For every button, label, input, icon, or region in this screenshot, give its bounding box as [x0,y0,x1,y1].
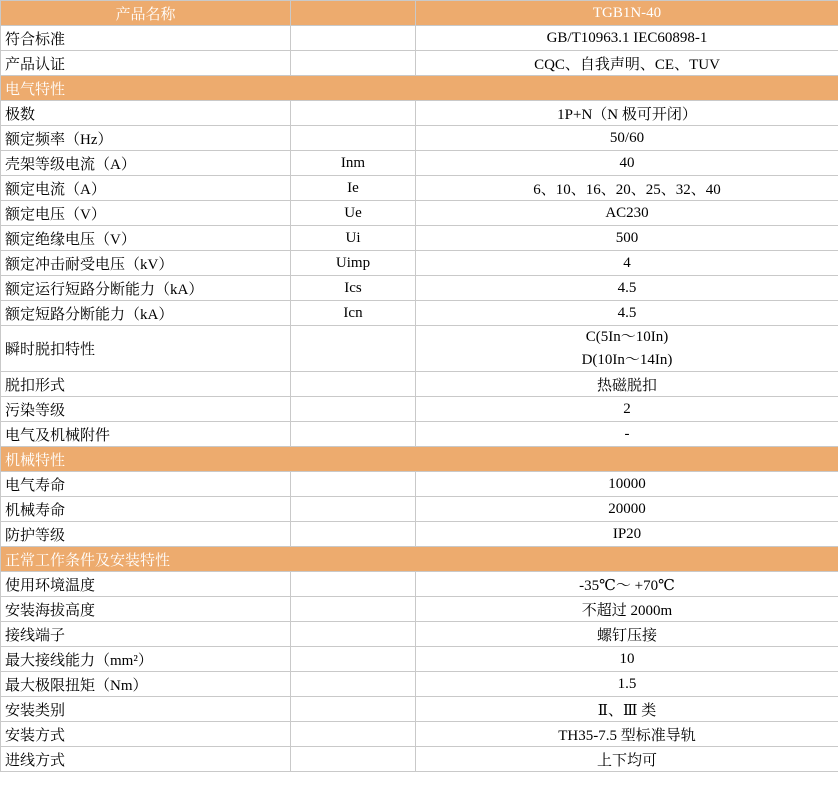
spec-symbol [291,572,416,597]
table-row [1,497,838,522]
table-row [1,522,838,547]
table-row [1,201,838,226]
spec-label: 电气寿命 [1,472,291,497]
spec-symbol: Ics [291,276,416,301]
spec-label: 产品认证 [1,51,291,76]
spec-value: 40 [416,151,838,176]
table-row [1,276,838,301]
section-header-row [1,447,838,472]
spec-value: 4.5 [416,276,838,301]
table-row [1,722,838,747]
spec-value: TH35-7.5 型标准导轨 [416,722,838,747]
spec-label: 壳架等级电流（A） [1,151,291,176]
spec-value: 1.5 [416,672,838,697]
section-header-label: 正常工作条件及安装特性 [1,547,838,572]
spec-label: 使用环境温度 [1,572,291,597]
table-row [1,747,838,772]
spec-symbol [291,397,416,422]
spec-symbol: Icn [291,301,416,326]
table-row [1,397,838,422]
spec-value [416,326,838,372]
spec-table-body [1,1,838,772]
spec-symbol [291,522,416,547]
spec-value: 10 [416,647,838,672]
spec-symbol [291,126,416,151]
table-row [1,572,838,597]
spec-label: 机械寿命 [1,497,291,522]
spec-value: 4.5 [416,301,838,326]
section-header-label: 机械特性 [1,447,838,472]
spec-symbol [291,372,416,397]
spec-value: 20000 [416,497,838,522]
spec-symbol: Ue [291,201,416,226]
spec-label: 接线端子 [1,622,291,647]
table-row [1,101,838,126]
spec-label: 脱扣形式 [1,372,291,397]
spec-symbol: Uimp [291,251,416,276]
spec-label: 安装海拔高度 [1,597,291,622]
spec-label: 额定短路分断能力（kA） [1,301,291,326]
spec-label: 瞬时脱扣特性 [1,326,291,372]
table-row [1,672,838,697]
spec-value: -35℃～ +70℃ [416,572,838,597]
spec-label: 污染等级 [1,397,291,422]
spec-value: 热磁脱扣 [416,372,838,397]
spec-symbol [291,101,416,126]
table-row [1,251,838,276]
table-row [1,51,838,76]
spec-value: 1P+N（N 极可开闭） [416,101,838,126]
table-row [1,326,838,372]
spec-value: Ⅱ、Ⅲ 类 [416,697,838,722]
spec-label: 安装方式 [1,722,291,747]
spec-symbol [291,647,416,672]
spec-value: - [416,422,838,447]
spec-label: 最大接线能力（mm²） [1,647,291,672]
spec-label: 防护等级 [1,522,291,547]
spec-value: 6、10、16、20、25、32、40 [416,176,838,201]
spec-value: 50/60 [416,126,838,151]
header-product-name-label: 产品名称 [1,1,291,26]
spec-symbol [291,622,416,647]
spec-value: 500 [416,226,838,251]
spec-value: 螺钉压接 [416,622,838,647]
spec-value: 2 [416,397,838,422]
spec-label: 安装类别 [1,697,291,722]
spec-label: 额定冲击耐受电压（kV） [1,251,291,276]
spec-value: CQC、自我声明、CE、TUV [416,51,838,76]
spec-value: IP20 [416,522,838,547]
spec-label: 额定绝缘电压（V） [1,226,291,251]
spec-value-line: C(5In～10In) [585,329,669,345]
header-symbol-cell [291,1,416,26]
table-row [1,151,838,176]
section-header-row [1,547,838,572]
spec-symbol: Ui [291,226,416,251]
spec-value: GB/T10963.1 IEC60898-1 [416,26,838,51]
spec-label: 额定电压（V） [1,201,291,226]
table-row [1,126,838,151]
table-row [1,622,838,647]
spec-symbol [291,497,416,522]
table-row [1,226,838,251]
spec-label: 符合标准 [1,26,291,51]
spec-label: 额定频率（Hz） [1,126,291,151]
table-row [1,597,838,622]
table-header-row [1,1,838,26]
header-product-model: TGB1N-40 [416,1,838,26]
spec-symbol [291,326,416,372]
spec-symbol [291,597,416,622]
spec-value: 上下均可 [416,747,838,772]
spec-symbol [291,26,416,51]
spec-label: 最大极限扭矩（Nm） [1,672,291,697]
spec-label: 电气及机械附件 [1,422,291,447]
table-row [1,422,838,447]
spec-value: 4 [416,251,838,276]
spec-symbol: Ie [291,176,416,201]
spec-value-line: D(10In～14In) [581,351,673,368]
spec-symbol [291,51,416,76]
spec-value: 不超过 2000m [416,597,838,622]
spec-symbol [291,672,416,697]
table-row [1,472,838,497]
table-row [1,372,838,397]
spec-label: 额定电流（A） [1,176,291,201]
spec-symbol [291,747,416,772]
spec-label: 极数 [1,101,291,126]
spec-symbol [291,472,416,497]
table-row [1,647,838,672]
spec-symbol [291,422,416,447]
spec-value: AC230 [416,201,838,226]
table-row [1,301,838,326]
spec-label: 额定运行短路分断能力（kA） [1,276,291,301]
spec-symbol [291,722,416,747]
spec-value: 10000 [416,472,838,497]
section-header-label: 电气特性 [1,76,838,101]
table-row [1,697,838,722]
spec-symbol: Inm [291,151,416,176]
table-row [1,176,838,201]
table-row [1,26,838,51]
spec-symbol [291,697,416,722]
spec-label: 进线方式 [1,747,291,772]
section-header-row [1,76,838,101]
